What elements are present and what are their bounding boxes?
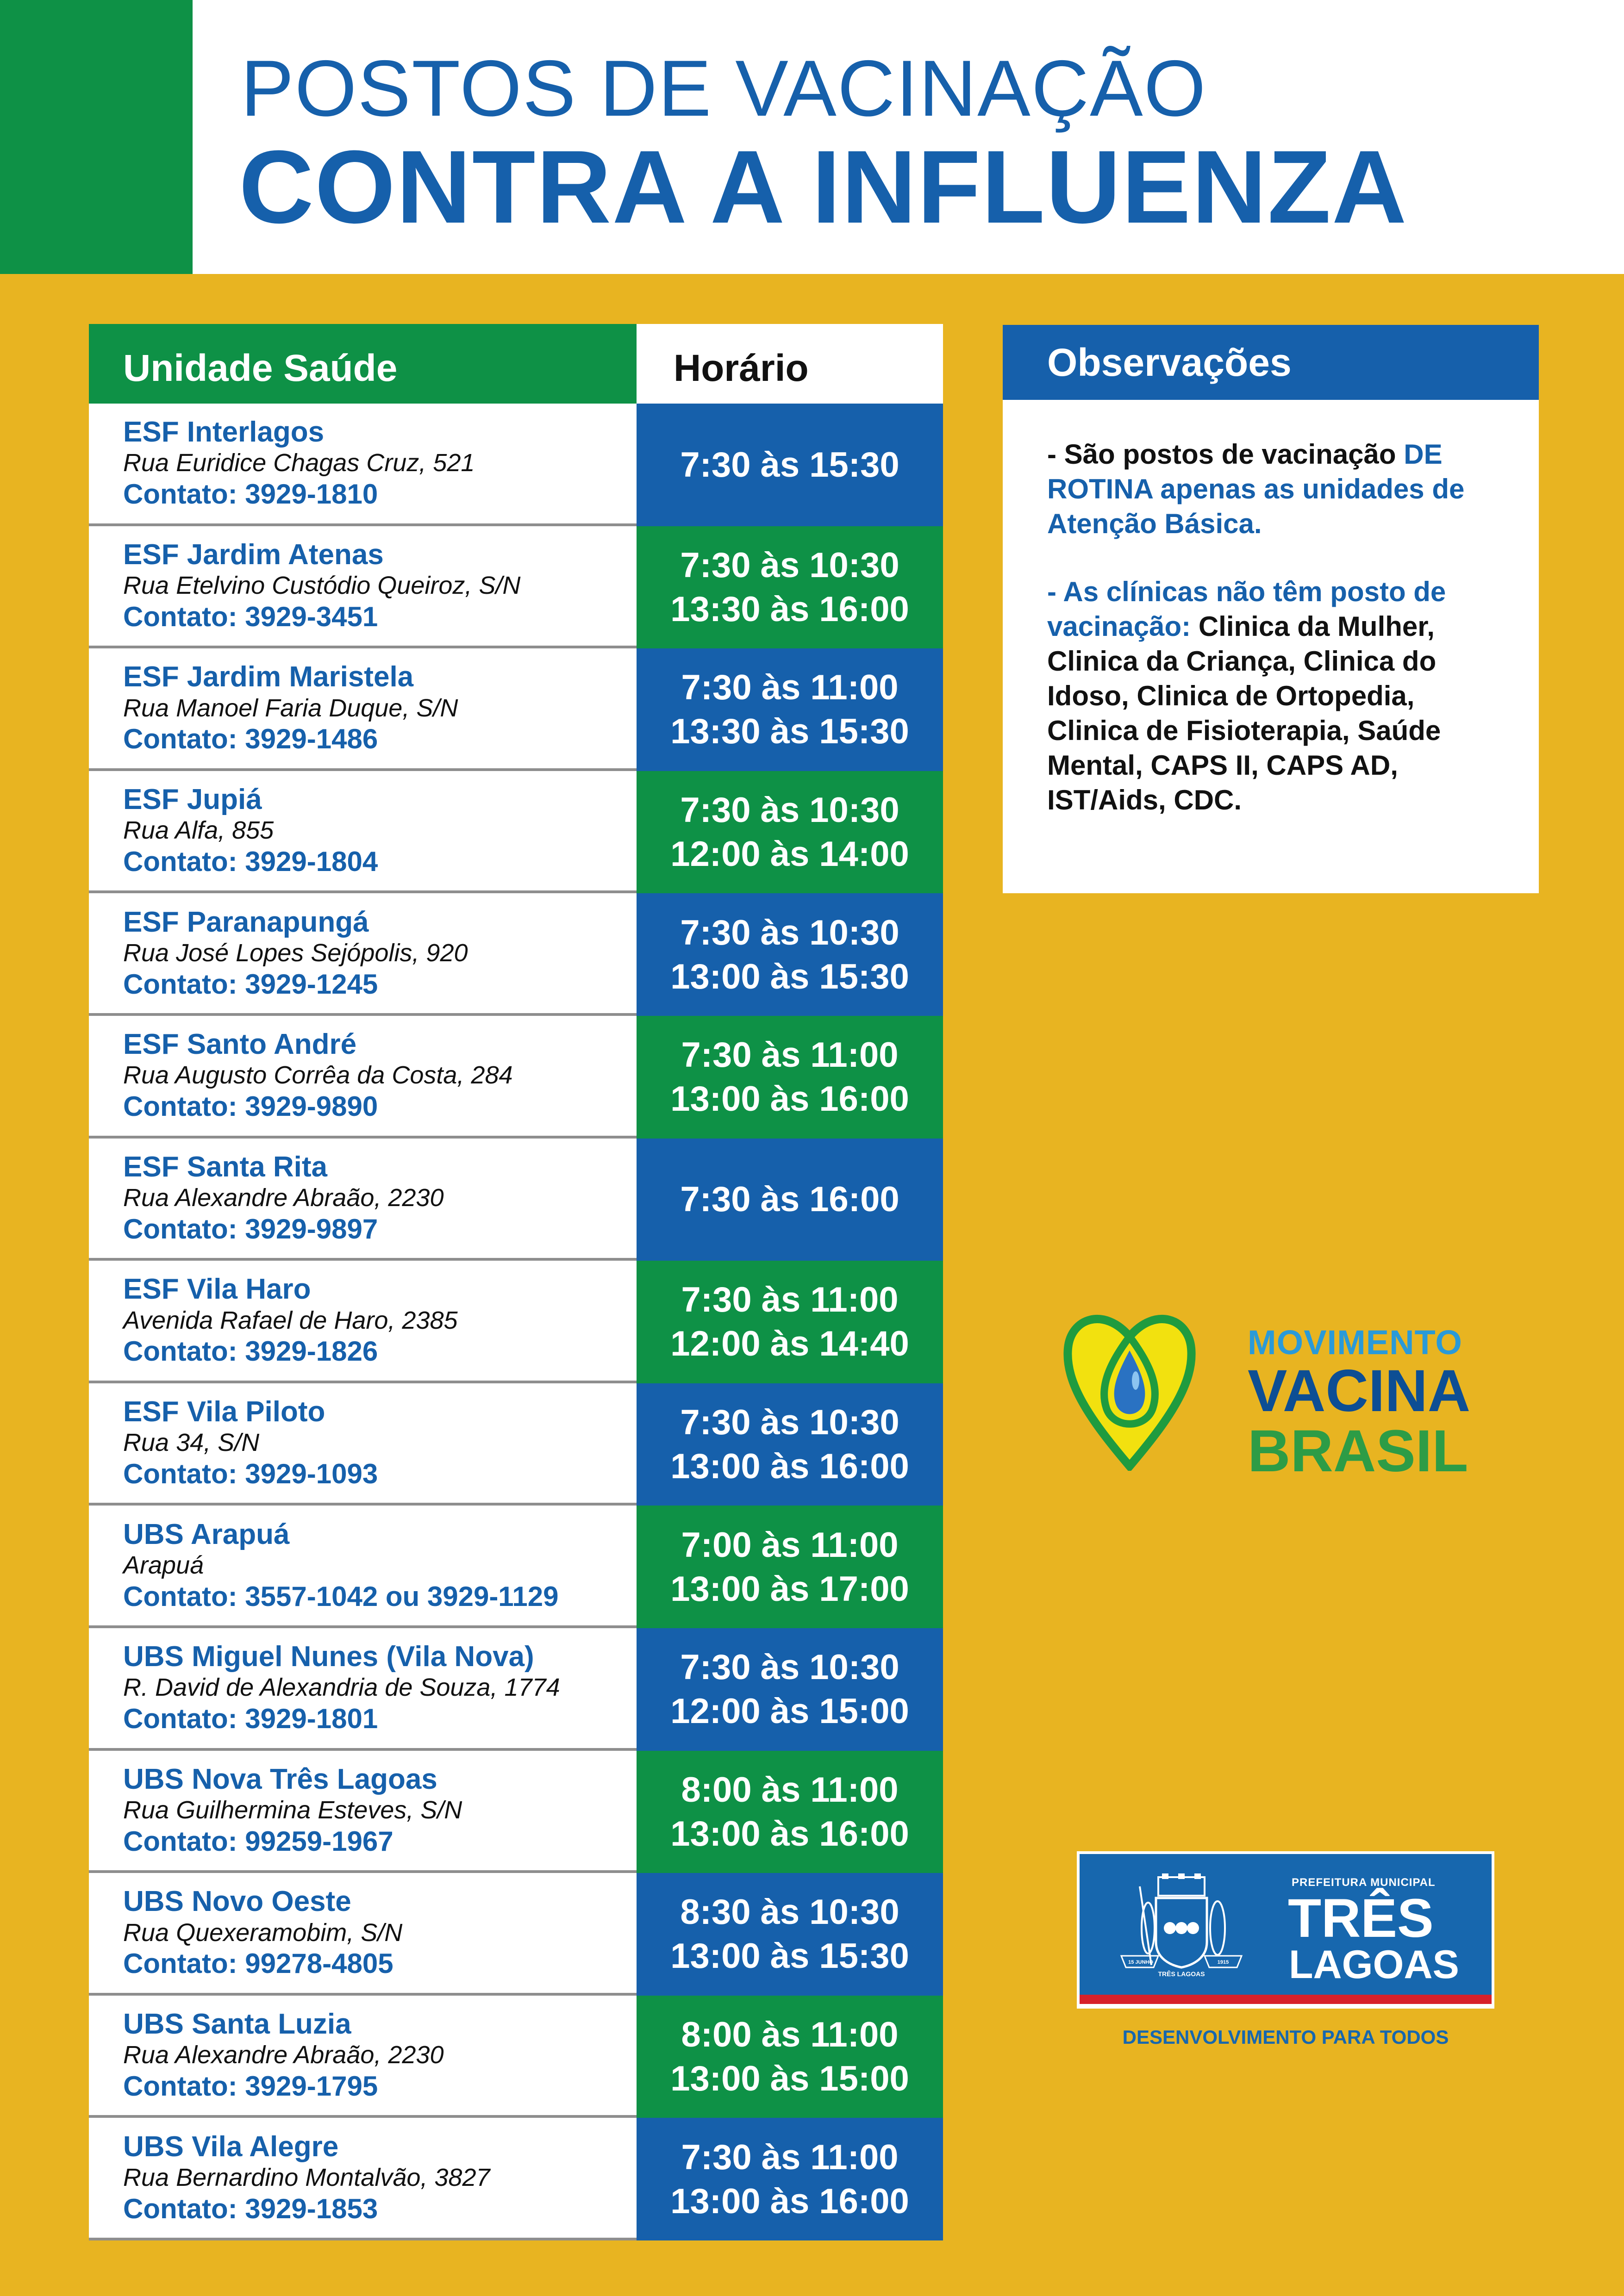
table-row [89,771,943,894]
unit-address: Rua Alfa, 855 [123,816,274,845]
time-range: 13:30 às 15:30 [670,712,909,752]
time-range: 7:30 às 16:00 [680,1180,899,1220]
prefeitura-tres-lagoas-logo [1077,1851,1494,2009]
unit-cell [89,1751,637,1873]
table-row [89,526,943,649]
unit-address: Rua José Lopes Sejópolis, 920 [123,939,468,967]
unit-address: Avenida Rafael de Haro, 2385 [123,1306,458,1334]
time-range: 13:00 às 15:00 [670,2059,909,2099]
time-range: 7:30 às 11:00 [681,668,899,708]
time-range: 13:00 às 15:30 [670,1936,909,1976]
time-range: 12:00 às 14:00 [670,834,909,874]
table-row [89,1383,943,1506]
unit-address: R. David de Alexandria de Souza, 1774 [123,1674,560,1702]
unit-cell [89,771,637,894]
unit-contact: Contato: 3929-9890 [123,1091,378,1122]
time-cell [637,893,943,1016]
time-range: 7:30 às 10:30 [680,913,899,952]
time-cell [637,526,943,649]
time-range: 13:00 às 16:00 [670,1079,909,1119]
unit-cell [89,1873,637,1996]
unit-contact: Contato: 3929-9897 [123,1213,378,1244]
unit-contact: Contato: 3929-3451 [123,601,378,632]
time-cell [637,648,943,771]
observation-clinics-lead: - As clínicas não têm posto de vacinação: [1047,576,1446,642]
heart-drop-icon [1062,1304,1197,1471]
time-cell [637,1996,943,2118]
observation-routine [1047,437,1506,541]
table-row [89,1139,943,1261]
unit-address: Arapuá [123,1551,204,1579]
prefeitura-logo-panel [1080,1854,1492,1996]
time-cell [637,771,943,894]
unit-name: UBS Novo Oeste [123,1885,351,1918]
unit-name: ESF Paranapungá [123,906,369,938]
movimento-line: MOVIMENTO [1248,1323,1462,1362]
unit-contact: Contato: 3929-1093 [123,1458,378,1490]
unit-name: UBS Santa Luzia [123,2008,351,2041]
time-range: 7:30 às 10:30 [680,545,899,585]
unit-name: ESF Santa Rita [123,1151,327,1183]
time-range: 7:30 às 10:30 [680,790,899,830]
unit-name: ESF Vila Haro [123,1273,311,1306]
unit-name: ESF Vila Piloto [123,1396,325,1428]
time-cell [637,1016,943,1139]
unit-address: Rua 34, S/N [123,1429,260,1457]
table-row [89,1751,943,1873]
time-range: 7:30 às 15:30 [680,445,899,485]
observation-clinics [1047,574,1506,817]
crest-city-label: TRÊS LAGOAS [1158,1970,1205,1978]
time-range: 7:30 às 10:30 [680,1648,899,1687]
unit-address: Rua Alexandre Abraão, 2230 [123,2041,444,2069]
prefeitura-municipal-label: PREFEITURA MUNICIPAL [1292,1876,1436,1889]
observations-title: Observações [1003,325,1539,400]
unit-address: Rua Bernardino Montalvão, 3827 [123,2163,490,2191]
unit-cell [89,1996,637,2118]
time-range: 13:00 às 15:30 [670,957,909,996]
unit-contact: Contato: 3929-1795 [123,2071,378,2102]
time-range: 7:00 às 11:00 [681,1525,899,1565]
unit-cell [89,1628,637,1751]
table-row [89,1261,943,1383]
time-range: 13:00 às 17:00 [670,1569,909,1609]
unit-contact: Contato: 3929-1826 [123,1336,378,1367]
vacina-line: VACINA [1248,1358,1471,1424]
observation-routine-lead: - São postos de vacinação [1047,439,1404,470]
time-cell [637,404,943,526]
unit-contact: Contato: 3929-1801 [123,1703,378,1735]
table-row [89,648,943,771]
movimento-vacina-brasil-logo [1062,1304,1488,1484]
time-range: 7:30 às 11:00 [681,1035,899,1075]
unit-name: UBS Nova Três Lagoas [123,1763,437,1795]
time-cell [637,1873,943,1996]
observations-body [1003,400,1539,817]
crest-date-label: 15 JUNHO [1128,1960,1153,1965]
unit-contact: Contato: 3929-1486 [123,723,378,755]
unit-cell [89,1383,637,1506]
time-range: 12:00 às 15:00 [670,1692,909,1731]
time-cell [637,2118,943,2240]
time-range: 8:00 às 11:00 [681,2015,899,2055]
time-range: 13:00 às 16:00 [670,2181,909,2221]
table-row [89,1016,943,1139]
time-cell [637,1261,943,1383]
unit-contact: Contato: 99259-1967 [123,1825,394,1857]
unit-contact: Contato: 3557-1042 ou 3929-1129 [123,1580,559,1612]
time-cell [637,1628,943,1751]
table-body [89,404,943,2240]
tres-label: TRÊS [1288,1888,1434,1949]
time-cell [637,1383,943,1506]
table-row [89,1628,943,1751]
unit-name: UBS Vila Alegre [123,2130,339,2163]
observations-panel [1003,325,1539,893]
table-row [89,404,943,526]
header-banner [0,0,1624,274]
column-header-time: Horário [637,324,943,404]
unit-cell [89,1261,637,1383]
table-row [89,2118,943,2240]
time-range: 7:30 às 11:00 [681,2137,899,2177]
column-header-unit: Unidade Saúde [89,324,637,404]
unit-cell [89,893,637,1016]
unit-name: ESF Interlagos [123,416,325,448]
unit-name: ESF Santo André [123,1028,357,1061]
table-row [89,893,943,1016]
unit-cell [89,1139,637,1261]
time-range: 8:00 às 11:00 [681,1770,899,1810]
unit-name: ESF Jardim Atenas [123,538,384,571]
table-header [89,324,943,404]
movimento-text [1248,1323,1471,1484]
table-row [89,1996,943,2118]
unit-contact: Contato: 99278-4805 [123,1948,394,1979]
time-range: 12:00 às 14:40 [670,1324,909,1364]
unit-cell [89,404,637,526]
crest-year-label: 1915 [1217,1960,1229,1965]
time-range: 7:30 às 11:00 [681,1280,899,1320]
unit-contact: Contato: 3929-1853 [123,2193,378,2224]
unit-address: Rua Etelvino Custódio Queiroz, S/N [123,572,521,600]
unit-cell [89,1016,637,1139]
brasil-line: BRASIL [1248,1418,1468,1484]
unit-name: ESF Jupiá [123,784,262,816]
unit-contact: Contato: 3929-1245 [123,968,378,1000]
title-line-2: CONTRA A INFLUENZA [239,129,1408,245]
time-range: 13:00 às 16:00 [670,1447,909,1487]
unit-contact: Contato: 3929-1804 [123,846,378,877]
prefeitura-red-bar [1080,1995,1492,2004]
observation-clinics-list: Clinica da Mulher, Clinica da Criança, Clinica do Idoso, Clinica de Ortopedia, Clinica de Fisioterapia, Saúde Mental, CAPS II, CAPS AD, IST/Aids, CDC. [1047,611,1441,815]
time-cell [637,1506,943,1628]
table-row [89,1873,943,1996]
unit-address: Rua Alexandre Abraão, 2230 [123,1184,444,1212]
time-range: 7:30 às 10:30 [680,1403,899,1443]
time-cell [637,1751,943,1873]
unit-name: UBS Arapuá [123,1518,290,1550]
unit-address: Rua Euridice Chagas Cruz, 521 [123,449,475,477]
table-row [89,1506,943,1628]
coat-of-arms-icon [1112,1873,1251,1979]
unit-address: Rua Augusto Corrêa da Costa, 284 [123,1061,513,1089]
unit-cell [89,1506,637,1628]
unit-cell [89,648,637,771]
header-green-stripe [0,0,193,274]
time-range: 8:30 às 10:30 [680,1892,899,1932]
unit-name: ESF Jardim Maristela [123,661,414,693]
time-range: 13:00 às 16:00 [670,1814,909,1854]
unit-cell [89,2118,637,2240]
time-range: 13:30 às 16:00 [670,589,909,629]
vaccination-table [89,324,943,2240]
unit-name: UBS Miguel Nunes (Vila Nova) [123,1641,534,1673]
unit-cell [89,526,637,649]
unit-address: Rua Quexeramobim, S/N [123,1918,403,1947]
title-line-1: POSTOS DE VACINAÇÃO [241,44,1207,133]
observation-routine-highlight: DE ROTINA apenas as unidades de Atenção Básica. [1047,439,1465,539]
lagoas-label: LAGOAS [1289,1942,1459,1987]
unit-address: Rua Guilhermina Esteves, S/N [123,1796,462,1824]
slogan: DESENVOLVIMENTO PARA TODOS [1122,2026,1449,2048]
unit-contact: Contato: 3929-1810 [123,479,378,510]
unit-address: Rua Manoel Faria Duque, S/N [123,694,458,722]
time-cell [637,1139,943,1261]
